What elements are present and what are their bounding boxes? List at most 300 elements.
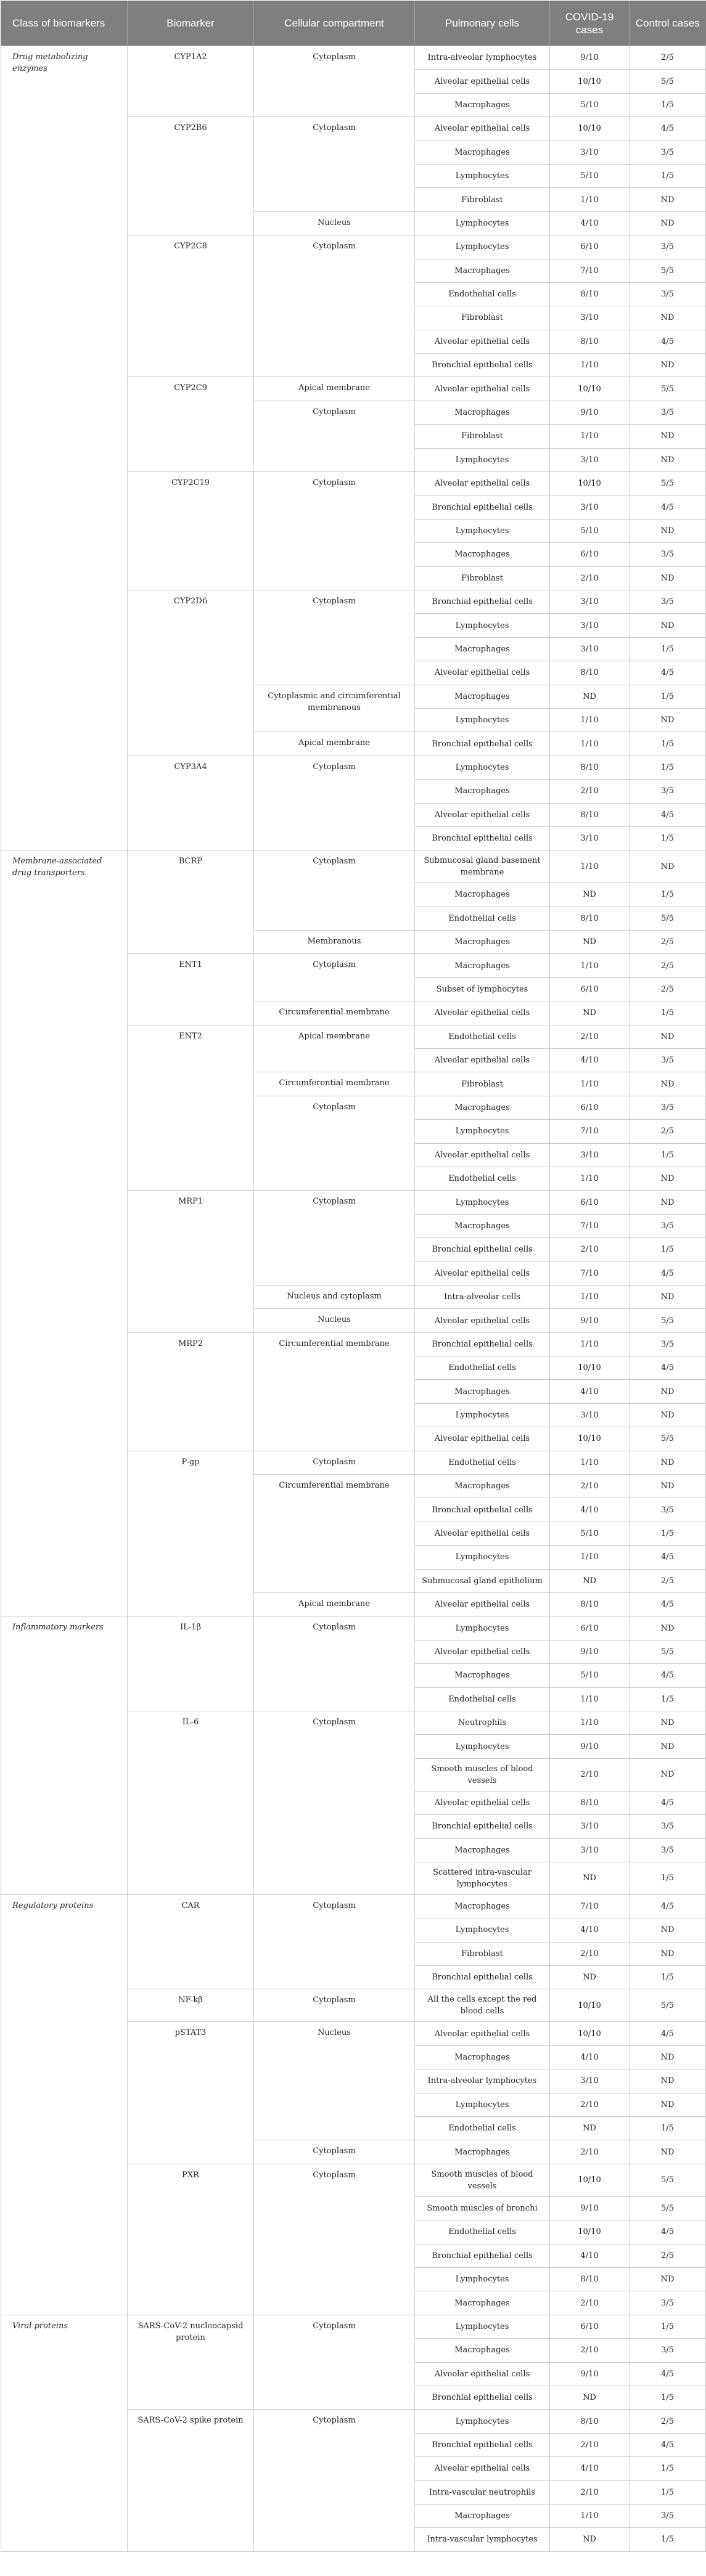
covid-value: 1/10 [550,732,630,756]
covid-value: 10/10 [550,1356,630,1380]
covid-value: ND [550,2117,630,2140]
pulmonary-cell: Bronchial epithelial cells [415,354,550,377]
table-body [1,46,706,2552]
pulmonary-cell: Bronchial epithelial cells [415,1815,550,1838]
control-value: 1/5 [630,164,706,187]
compartment-cell: Cytoplasm [254,954,415,1001]
covid-value: 2/10 [550,2140,630,2164]
compartment-cell: Nucleus [254,2022,415,2140]
control-value: 4/5 [630,661,706,685]
compartment-cell: Cytoplasm [254,1191,415,1286]
pulmonary-cell: Endothelial cells [415,1687,550,1711]
control-value: 4/5 [630,2220,706,2244]
covid-value: 6/10 [550,1191,630,1214]
compartment-cell: Cytoplasm [254,1451,415,1474]
control-value: 2/5 [630,1569,706,1592]
pulmonary-cell: Macrophages [415,1096,550,1119]
covid-value: 1/10 [550,1711,630,1734]
table-row [1,46,706,70]
pulmonary-cell: Alveolar epithelial cells [415,1262,550,1285]
control-value: 1/5 [630,93,706,116]
header-compartment: Cellular compartment [254,1,415,46]
control-value: 1/5 [630,1238,706,1262]
covid-value: 6/10 [550,2315,630,2338]
control-value: 3/5 [630,141,706,164]
covid-value: 3/10 [550,826,630,850]
covid-value: 7/10 [550,1214,630,1237]
compartment-cell: Apical membrane [254,732,415,756]
control-value: 3/5 [630,2339,706,2362]
biomarker-cell: CYP2C8 [128,235,254,377]
covid-value: 9/10 [550,2362,630,2386]
compartment-cell: Cytoplasm [254,1989,415,2022]
control-value: 3/5 [630,543,706,566]
covid-value: 4/10 [550,1498,630,1522]
pulmonary-cell: Macrophages [415,1475,550,1498]
pulmonary-cell: Macrophages [415,637,550,661]
pulmonary-cell: Lymphocytes [415,708,550,732]
covid-value: 9/10 [550,401,630,424]
pulmonary-cell: Macrophages [415,1838,550,1862]
control-value: ND [630,1025,706,1048]
control-value: 2/5 [630,2244,706,2267]
pulmonary-cell: Submucosal gland basement membrane [415,850,550,883]
control-value: 3/5 [630,401,706,424]
pulmonary-cell: Bronchial epithelial cells [415,2386,550,2409]
compartment-cell: Cytoplasm [254,2164,415,2315]
pulmonary-cell: Endothelial cells [415,282,550,306]
table-row [1,1616,706,1640]
pulmonary-cell: Fibroblast [415,425,550,448]
covid-value: 7/10 [550,259,630,282]
pulmonary-cell: Endothelial cells [415,2117,550,2140]
compartment-cell: Cytoplasm [254,117,415,212]
pulmonary-cell: Intra-vascular lymphocytes [415,2528,550,2551]
pulmonary-cell: Endothelial cells [415,1356,550,1380]
biomarker-cell: CYP2B6 [128,117,254,235]
biomarker-cell: IL-1β [128,1616,254,1711]
control-value: 2/5 [630,46,706,70]
pulmonary-cell: Macrophages [415,259,550,282]
control-value: 1/5 [630,2457,706,2480]
control-value: 3/5 [630,1049,706,1072]
compartment-cell: Cytoplasm [254,1894,415,1989]
control-value: 4/5 [630,1262,706,1285]
pulmonary-cell: Lymphocytes [415,756,550,779]
control-value: 4/5 [630,330,706,353]
covid-value: 3/10 [550,1815,630,1838]
covid-value: 6/10 [550,543,630,566]
covid-value: 2/10 [550,2093,630,2116]
pulmonary-cell: Endothelial cells [415,907,550,930]
pulmonary-cell: Macrophages [415,1894,550,1918]
pulmonary-cell: Macrophages [415,2291,550,2315]
covid-value: 9/10 [550,2196,630,2220]
control-value: 1/5 [630,756,706,779]
pulmonary-cell: Alveolar epithelial cells [415,2022,550,2045]
compartment-cell: Cytoplasm [254,2410,415,2551]
pulmonary-cell: Macrophages [415,2045,550,2069]
compartment-cell: Cytoplasm [254,756,415,850]
covid-value: 8/10 [550,282,630,306]
pulmonary-cell: Lymphocytes [415,1546,550,1569]
pulmonary-cell: Macrophages [415,2339,550,2362]
control-value: 1/5 [630,637,706,661]
covid-value: 10/10 [550,2022,630,2045]
control-value: ND [630,1918,706,1942]
pulmonary-cell: Alveolar epithelial cells [415,377,550,401]
compartment-cell: Apical membrane [254,1025,415,1072]
compartment-cell: Cytoplasm [254,472,415,590]
control-value: ND [630,2140,706,2164]
covid-value: 5/10 [550,164,630,187]
covid-value: 1/10 [550,1332,630,1356]
pulmonary-cell: Intra-alveolar lymphocytes [415,46,550,70]
covid-value: ND [550,2528,630,2551]
pulmonary-cell: Bronchial epithelial cells [415,1966,550,1989]
compartment-cell: Apical membrane [254,1593,415,1616]
control-value: 4/5 [630,2362,706,2386]
pulmonary-cell: Alveolar epithelial cells [415,472,550,495]
covid-value: 10/10 [550,377,630,401]
pulmonary-cell: Alveolar epithelial cells [415,330,550,353]
header-pulmonary-cells: Pulmonary cells [415,1,550,46]
compartment-cell: Membranous [254,931,415,954]
pulmonary-cell: Lymphocytes [415,1120,550,1143]
pulmonary-cell: Bronchial epithelial cells [415,732,550,756]
pulmonary-cell: Subset of lymphocytes [415,977,550,1001]
control-value: 2/5 [630,1120,706,1143]
covid-value: 2/10 [550,1025,630,1048]
pulmonary-cell: Lymphocytes [415,2410,550,2433]
control-value: 4/5 [630,1356,706,1380]
covid-value: 4/10 [550,1049,630,1072]
covid-value: ND [550,1862,630,1894]
control-value: 3/5 [630,1498,706,1522]
pulmonary-cell: All the cells except the red blood cells [415,1989,550,2022]
compartment-cell: Cytoplasm [254,46,415,117]
control-value: ND [630,708,706,732]
control-value: 5/5 [630,472,706,495]
biomarker-cell: SARS-CoV-2 spike protein [128,2410,254,2551]
pulmonary-cell: Lymphocytes [415,1403,550,1427]
covid-value: 2/10 [550,2433,630,2456]
covid-value: 2/10 [550,2480,630,2504]
pulmonary-cell: Lymphocytes [415,519,550,542]
pulmonary-cell: Bronchial epithelial cells [415,2244,550,2267]
control-value: 3/5 [630,1332,706,1356]
pulmonary-cell: Lymphocytes [415,164,550,187]
pulmonary-cell: Lymphocytes [415,1616,550,1640]
covid-value: 1/10 [550,1285,630,1308]
control-value: 3/5 [630,1815,706,1838]
covid-value: 9/10 [550,1735,630,1758]
covid-value: 2/10 [550,2291,630,2315]
biomarker-cell: BCRP [128,850,254,954]
control-value: ND [630,211,706,235]
control-value: 1/5 [630,1862,706,1894]
table-row [1,850,706,883]
covid-value: 9/10 [550,46,630,70]
covid-value: 1/10 [550,2504,630,2527]
pulmonary-cell: Endothelial cells [415,2220,550,2244]
pulmonary-cell: Bronchial epithelial cells [415,590,550,613]
biomarker-cell: CYP1A2 [128,46,254,117]
covid-value: 8/10 [550,1593,630,1616]
covid-value: 10/10 [550,70,630,93]
control-value: 1/5 [630,2528,706,2551]
covid-value: 6/10 [550,1096,630,1119]
control-value: ND [630,2069,706,2093]
table-row [1,2315,706,2338]
covid-value: 3/10 [550,1838,630,1862]
control-value: 4/5 [630,1593,706,1616]
control-value: 1/5 [630,883,706,907]
covid-value: 1/10 [550,954,630,977]
pulmonary-cell: Bronchial epithelial cells [415,1332,550,1356]
control-value: ND [630,1711,706,1734]
covid-value: 10/10 [550,1989,630,2022]
control-value: 4/5 [630,2022,706,2045]
compartment-cell: Cytoplasm [254,1096,415,1191]
header-covid-cases: COVID-19 cases [550,1,630,46]
compartment-cell: Cytoplasm [254,1616,415,1711]
control-value: 5/5 [630,1989,706,2022]
covid-value: 10/10 [550,472,630,495]
pulmonary-cell: Macrophages [415,685,550,708]
covid-value: 7/10 [550,1894,630,1918]
biomarker-cell: CAR [128,1894,254,1989]
control-value: 5/5 [630,70,706,93]
compartment-cell: Circumferential membrane [254,1072,415,1096]
covid-value: 10/10 [550,2164,630,2196]
control-value: 5/5 [630,2196,706,2220]
pulmonary-cell: Macrophages [415,401,550,424]
pulmonary-cell: Alveolar epithelial cells [415,1143,550,1167]
covid-value: 8/10 [550,2267,630,2291]
covid-value: 9/10 [550,1640,630,1663]
covid-value: 4/10 [550,2244,630,2267]
compartment-cell: Cytoplasm [254,2315,415,2410]
control-value: 1/5 [630,1001,706,1025]
covid-value: 1/10 [550,354,630,377]
pulmonary-cell: Bronchial epithelial cells [415,2433,550,2456]
control-value: 5/5 [630,2164,706,2196]
pulmonary-cell: Macrophages [415,2504,550,2527]
control-value: ND [630,614,706,637]
pulmonary-cell: Endothelial cells [415,1451,550,1474]
pulmonary-cell: Neutrophils [415,1711,550,1734]
covid-value: 1/10 [550,708,630,732]
pulmonary-cell: Alveolar epithelial cells [415,117,550,141]
covid-value: 3/10 [550,306,630,330]
covid-value: ND [550,2386,630,2409]
covid-value: ND [550,931,630,954]
control-value: 4/5 [630,1664,706,1687]
biomarker-cell: NF-kβ [128,1989,254,2022]
control-value: 2/5 [630,954,706,977]
biomarker-cell: ENT1 [128,954,254,1025]
covid-value: 3/10 [550,614,630,637]
control-value: 3/5 [630,1838,706,1862]
biomarker-cell: ENT2 [128,1025,254,1191]
covid-value: 3/10 [550,2069,630,2093]
compartment-cell: Cytoplasm [254,590,415,685]
biomarker-cell: CYP2D6 [128,590,254,756]
control-value: 1/5 [630,2480,706,2504]
biomarker-cell: P-gp [128,1451,254,1616]
pulmonary-cell: Smooth muscles of blood vessels [415,2164,550,2196]
covid-value: 4/10 [550,2457,630,2480]
pulmonary-cell: Bronchial epithelial cells [415,1498,550,1522]
pulmonary-cell: Endothelial cells [415,1025,550,1048]
covid-value: ND [550,1966,630,1989]
pulmonary-cell: Bronchial epithelial cells [415,826,550,850]
covid-value: 6/10 [550,977,630,1001]
pulmonary-cell: Alveolar epithelial cells [415,1593,550,1616]
covid-value: 4/10 [550,1380,630,1403]
covid-value: 2/10 [550,1758,630,1791]
biomarker-cell: pSTAT3 [128,2022,254,2164]
covid-value: 5/10 [550,93,630,116]
covid-value: 7/10 [550,1120,630,1143]
pulmonary-cell: Fibroblast [415,188,550,211]
control-value: 1/5 [630,1687,706,1711]
covid-value: 1/10 [550,1072,630,1096]
control-value: 1/5 [630,2117,706,2140]
control-value: 2/5 [630,931,706,954]
covid-value: 3/10 [550,448,630,471]
control-value: 3/5 [630,235,706,259]
control-value: ND [630,850,706,883]
covid-value: 2/10 [550,780,630,803]
pulmonary-cell: Alveolar epithelial cells [415,1049,550,1072]
biomarker-cell: PXR [128,2164,254,2315]
compartment-cell: Apical membrane [254,377,415,401]
pulmonary-cell: Alveolar epithelial cells [415,70,550,93]
pulmonary-cell: Alveolar epithelial cells [415,803,550,826]
pulmonary-cell: Macrophages [415,1380,550,1403]
control-value: 4/5 [630,117,706,141]
covid-value: 1/10 [550,850,630,883]
biomarker-cell: CYP3A4 [128,756,254,850]
control-value: 2/5 [630,977,706,1001]
pulmonary-cell: Lymphocytes [415,1191,550,1214]
control-value: ND [630,1475,706,1498]
pulmonary-cell: Intra-alveolar lymphocytes [415,2069,550,2093]
class-cell: Drug metabolizing enzymes [1,46,128,850]
pulmonary-cell: Lymphocytes [415,235,550,259]
pulmonary-cell: Bronchial epithelial cells [415,495,550,519]
control-value: 5/5 [630,1640,706,1663]
covid-value: 10/10 [550,117,630,141]
control-value: 3/5 [630,282,706,306]
pulmonary-cell: Macrophages [415,1214,550,1237]
control-value: 2/5 [630,2410,706,2433]
pulmonary-cell: Fibroblast [415,306,550,330]
compartment-cell: Cytoplasm [254,2140,415,2164]
covid-value: 5/10 [550,519,630,542]
control-value: ND [630,1072,706,1096]
covid-value: 7/10 [550,1262,630,1285]
pulmonary-cell: Scattered intra-vascular lymphocytes [415,1862,550,1894]
table-row [1,1894,706,1918]
control-value: ND [630,1167,706,1190]
control-value: 3/5 [630,2291,706,2315]
covid-value: ND [550,1569,630,1592]
pulmonary-cell: Lymphocytes [415,211,550,235]
control-value: ND [630,306,706,330]
control-value: 4/5 [630,2433,706,2456]
control-value: 3/5 [630,1096,706,1119]
covid-value: 10/10 [550,1427,630,1451]
compartment-cell: Cytoplasm [254,401,415,471]
pulmonary-cell: Intra-alveolar cells [415,1285,550,1308]
control-value: 3/5 [630,2504,706,2527]
control-value: ND [630,2045,706,2069]
pulmonary-cell: Smooth muscles of bronchi [415,2196,550,2220]
covid-value: 2/10 [550,2339,630,2362]
control-value: 5/5 [630,1427,706,1451]
control-value: ND [630,354,706,377]
pulmonary-cell: Macrophages [415,141,550,164]
control-value: ND [630,1616,706,1640]
pulmonary-cell: Macrophages [415,883,550,907]
control-value: 1/5 [630,732,706,756]
biomarker-table [1,1,706,2552]
header-class: Class of biomarkers [1,1,128,46]
covid-value: 4/10 [550,211,630,235]
covid-value: 1/10 [550,1167,630,1190]
control-value: ND [630,448,706,471]
covid-value: ND [550,685,630,708]
compartment-cell: Cytoplasm [254,235,415,377]
compartment-cell: Cytoplasmic and circumferential membranous [254,685,415,732]
covid-value: 8/10 [550,756,630,779]
control-value: 1/5 [630,685,706,708]
pulmonary-cell: Lymphocytes [415,1735,550,1758]
pulmonary-cell: Bronchial epithelial cells [415,1238,550,1262]
control-value: 1/5 [630,1143,706,1167]
pulmonary-cell: Fibroblast [415,1942,550,1965]
covid-value: 8/10 [550,661,630,685]
control-value: 5/5 [630,377,706,401]
pulmonary-cell: Macrophages [415,2140,550,2164]
class-cell: Viral proteins [1,2315,128,2551]
pulmonary-cell: Lymphocytes [415,1918,550,1942]
class-cell: Regulatory proteins [1,1894,128,2315]
pulmonary-cell: Lymphocytes [415,2093,550,2116]
biomarker-cell: CYP2C9 [128,377,254,472]
pulmonary-cell: Macrophages [415,780,550,803]
control-value: ND [630,2093,706,2116]
pulmonary-cell: Submucosal gland epithelium [415,1569,550,1592]
pulmonary-cell: Macrophages [415,1664,550,1687]
covid-value: 10/10 [550,2220,630,2244]
pulmonary-cell: Macrophages [415,93,550,116]
covid-value: 8/10 [550,2410,630,2433]
covid-value: 2/10 [550,1475,630,1498]
covid-value: 3/10 [550,1143,630,1167]
control-value: 5/5 [630,259,706,282]
pulmonary-cell: Fibroblast [415,566,550,590]
compartment-cell: Cytoplasm [254,850,415,931]
pulmonary-cell: Alveolar epithelial cells [415,1640,550,1663]
covid-value: 8/10 [550,330,630,353]
class-cell: Inflammatory markers [1,1616,128,1895]
pulmonary-cell: Macrophages [415,954,550,977]
covid-value: 1/10 [550,1546,630,1569]
